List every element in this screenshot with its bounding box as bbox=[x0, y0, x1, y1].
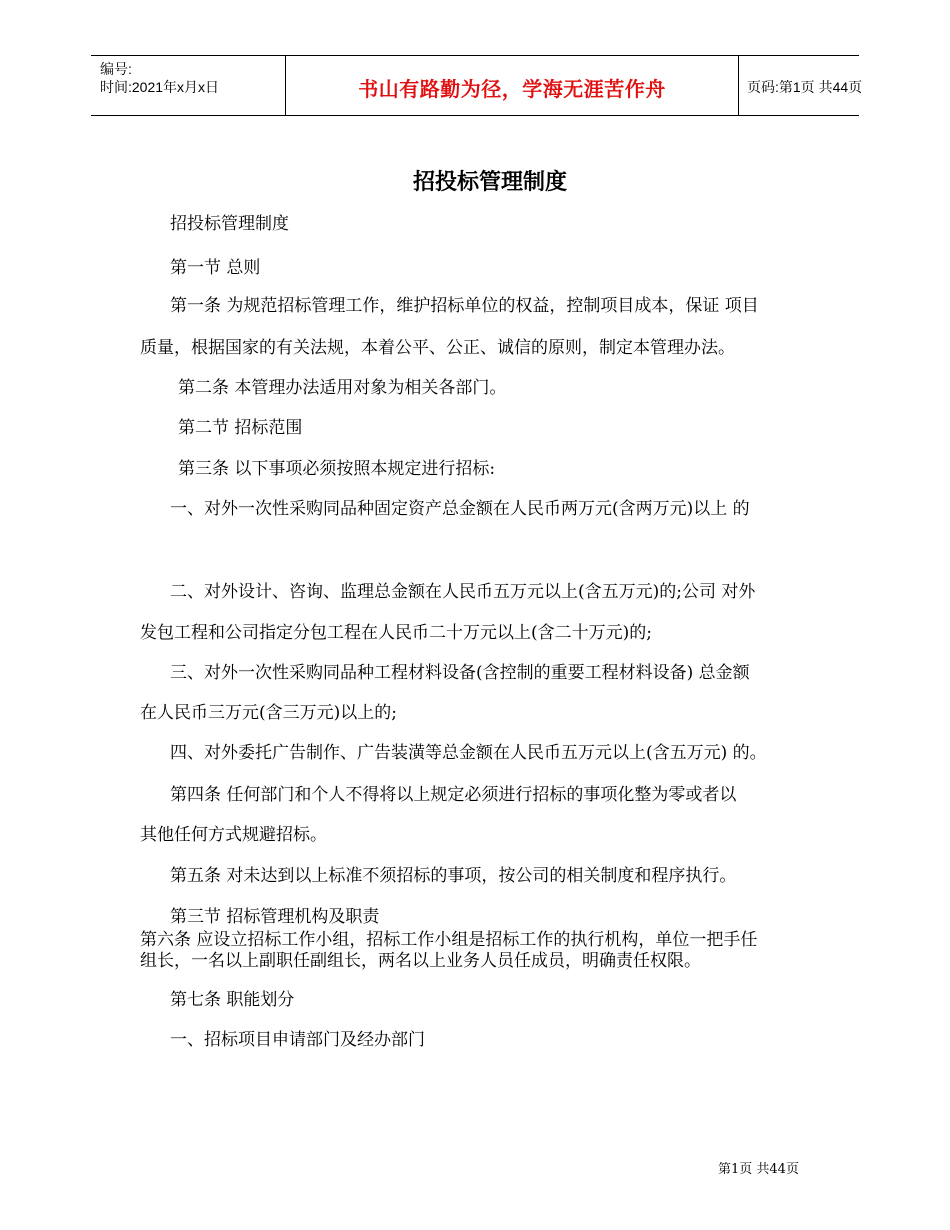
section-heading: 第一节 总则 bbox=[170, 258, 261, 278]
document-header bbox=[91, 55, 863, 116]
header-motto-cell bbox=[285, 56, 739, 115]
body-line: 质量，根据国家的有关法规，本着公平、公正、诚信的原则，制定本管理办法。 bbox=[140, 338, 735, 358]
document-title: 招投标管理制度 bbox=[412, 169, 567, 195]
body-line: 二、对外设计、咨询、监理总金额在人民币五万元以上(含五万元)的;公司 对外 bbox=[170, 582, 756, 602]
body-line: 第四条 任何部门和个人不得将以上规定必须进行招标的事项化整为零或者以 bbox=[170, 785, 737, 805]
header-motto: 书山有路勤为径，学海无涯苦作舟 bbox=[358, 77, 666, 101]
body-line: 一、招标项目申请部门及经办部门 bbox=[170, 1030, 425, 1050]
body-line: 第六条 应设立招标工作小组，招标工作小组是招标工作的执行机构，单位一把手任 bbox=[140, 930, 758, 950]
body-line: 组长，一名以上副职任副组长，两名以上业务人员任成员，明确责任权限。 bbox=[140, 951, 701, 971]
body-line: 第五条 对未达到以上标准不须招标的事项，按公司的相关制度和程序执行。 bbox=[170, 866, 737, 886]
body-line: 其他任何方式规避招标。 bbox=[140, 825, 327, 845]
section-heading: 第二节 招标范围 bbox=[178, 418, 303, 438]
document-number: 编号: bbox=[100, 61, 132, 77]
header-info-cell bbox=[91, 56, 285, 115]
page-footer: 第1页 共44页 bbox=[718, 1162, 799, 1177]
body-line: 三、对外一次性采购同品种工程材料设备(含控制的重要工程材料设备) 总金额 bbox=[170, 663, 750, 683]
body-line: 四、对外委托广告制作、广告装潢等总金额在人民币五万元以上(含五万元) 的。 bbox=[170, 743, 767, 763]
section-heading: 第三节 招标管理机构及职责 bbox=[170, 907, 380, 927]
header-page-number: 页码:第1页 共44页 bbox=[747, 79, 863, 95]
body-line: 第一条 为规范招标管理工作，维护招标单位的权益，控制项目成本，保证 项目 bbox=[170, 296, 759, 316]
body-line: 一、对外一次性采购同品种固定资产总金额在人民币两万元(含两万元)以上 的 bbox=[170, 499, 750, 519]
body-line: 招投标管理制度 bbox=[170, 214, 289, 234]
document-date: 时间:2021年x月x日 bbox=[100, 79, 220, 95]
body-line: 在人民币三万元(含三万元)以上的; bbox=[140, 703, 397, 723]
header-page-cell bbox=[739, 56, 863, 115]
body-line: 第七条 职能划分 bbox=[170, 990, 295, 1010]
body-line: 发包工程和公司指定分包工程在人民币二十万元以上(含二十万元)的; bbox=[140, 623, 652, 643]
body-line: 第二条 本管理办法适用对象为相关各部门。 bbox=[178, 378, 507, 398]
body-line: 第三条 以下事项必须按照本规定进行招标: bbox=[178, 459, 496, 479]
